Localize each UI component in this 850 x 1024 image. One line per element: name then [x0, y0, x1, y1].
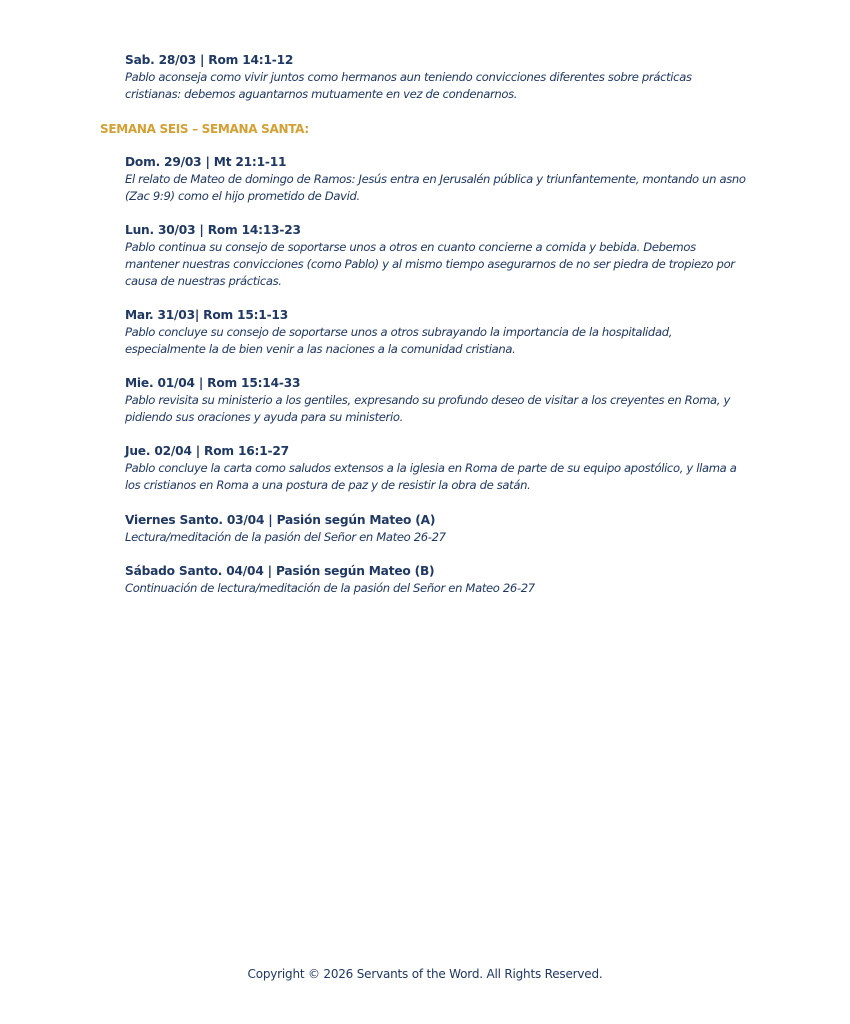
reading-entry-jue-02-04: [125, 443, 750, 494]
entry-heading: Jue. 02/04 | Rom 16:1-27: [125, 444, 289, 458]
reading-entry-lun-30-03: [125, 222, 750, 290]
reading-entry-sabado-santo: [125, 563, 750, 597]
entry-heading: Lun. 30/03 | Rom 14:13-23: [125, 223, 301, 237]
entry-heading: Viernes Santo. 03/04 | Pasión según Mateo (A): [125, 513, 436, 527]
entry-description: Pablo concluye su consejo de soportarse unos a otros subrayando la importancia de la hospitalidad, especialmente la de bien venir a las naciones a la comunidad cristiana.: [125, 325, 673, 356]
entry-heading: Mie. 01/04 | Rom 15:14-33: [125, 376, 301, 390]
entry-heading: Sab. 28/03 | Rom 14:1-12: [125, 53, 294, 67]
entry-description: Pablo concluye la carta como saludos extensos a la iglesia en Roma de parte de su equipo apostólico, y llama a los cristianos en Roma a una postura de paz y de resistir la obra de satán.: [125, 461, 737, 492]
section-title: SEMANA SEIS – SEMANA SANTA:: [100, 122, 309, 136]
entry-description: Continuación de lectura/meditación de la pasión del Señor en Mateo 26-27: [125, 581, 535, 595]
entry-description: Pablo revisita su ministerio a los gentiles, expresando su profundo deseo de visitar a los creyentes en Roma, y pidiendo sus oraciones y ayuda para su ministerio.: [125, 393, 730, 424]
reading-entry-viernes-santo: [125, 512, 750, 546]
reading-entry-dom-29-03: [125, 154, 750, 205]
entry-heading: Mar. 31/03| Rom 15:1-13: [125, 308, 288, 322]
reading-entry-mie-01-04: [125, 375, 750, 426]
entry-heading: Sábado Santo. 04/04 | Pasión según Mateo (B): [125, 564, 435, 578]
entry-heading: Dom. 29/03 | Mt 21:1-11: [125, 155, 287, 169]
reading-entry-sab-28-03: [125, 52, 750, 103]
entry-description: Pablo continua su consejo de soportarse unos a otros en cuanto concierne a comida y bebida. Debemos mantener nuestras convicciones (como Pablo) y al mismo tiempo asegurarnos de no ser piedra de tropiezo por causa de nuestras prácticas.: [125, 240, 735, 288]
copyright-footer: Copyright © 2026 Servants of the Word. All Rights Reserved.: [247, 967, 603, 981]
entry-description: Lectura/meditación de la pasión del Señor en Mateo 26-27: [125, 530, 446, 544]
entry-description: Pablo aconseja como vivir juntos como hermanos aun teniendo convicciones diferentes sobre prácticas cristianas: debemos aguantarnos mutuamente en vez de condenarnos.: [125, 70, 692, 101]
reading-entry-mar-31-03: [125, 307, 750, 358]
entry-description: El relato de Mateo de domingo de Ramos: Jesús entra en Jerusalén pública y triunfantemente, montando un asno (Zac 9:9) como el hijo prometido de David.: [125, 172, 746, 203]
